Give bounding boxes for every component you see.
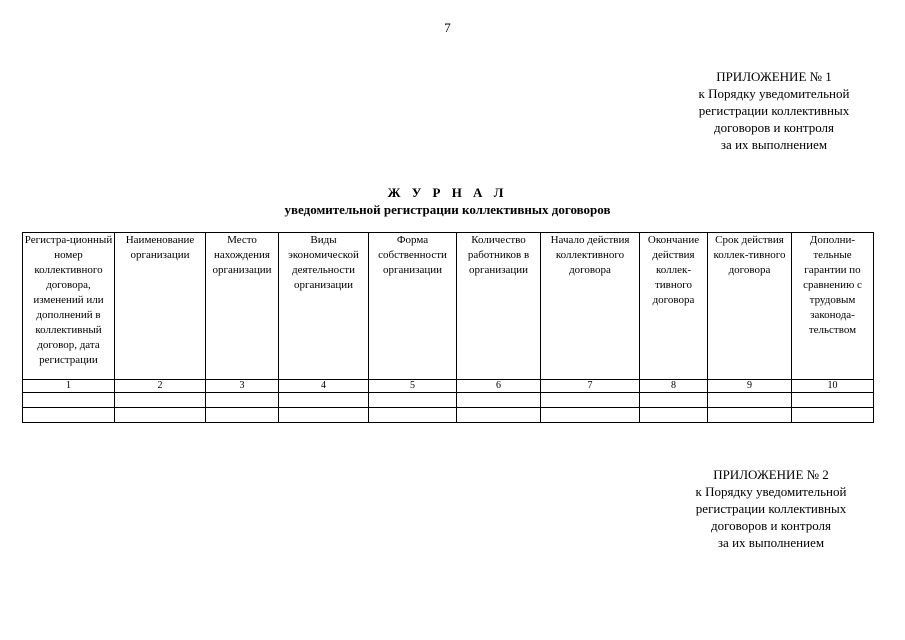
column-header: Регистра-ционный номер коллективного договора, изменений или дополнений в коллективный договор, дата регистрации: [23, 233, 115, 380]
column-header: Окончание действия коллек-тивного договора: [640, 233, 708, 380]
table-cell: [115, 408, 206, 423]
column-header: Место нахождения организации: [206, 233, 279, 380]
table-cell: [279, 393, 369, 408]
journal-title: Ж У Р Н А Л: [387, 185, 508, 200]
appendix-2-line: ПРИЛОЖЕНИЕ № 2: [713, 467, 829, 482]
table-cell: [115, 393, 206, 408]
registration-journal-table: [22, 232, 874, 423]
appendix-1-line: ПРИЛОЖЕНИЕ № 1: [716, 69, 832, 84]
appendix-1-line: регистрации коллективных: [698, 103, 850, 118]
table-cell: [279, 408, 369, 423]
appendix-1-line: договоров и контроля: [713, 120, 834, 135]
appendix-2-line: договоров и контроля: [710, 518, 831, 533]
column-number: 2: [115, 380, 206, 393]
column-header: Дополни-тельные гарантии по сравнению с трудовым законода-тельством: [792, 233, 874, 380]
table-cell: [23, 393, 115, 408]
table-row: [23, 393, 874, 408]
column-number: 8: [640, 380, 708, 393]
table-cell: [206, 408, 279, 423]
appendix-1-line: за их выполнением: [720, 137, 828, 152]
table-cell: [457, 393, 541, 408]
appendix-1-line: к Порядку уведомительной: [698, 86, 850, 101]
column-number: 6: [457, 380, 541, 393]
appendix-2-line: за их выполнением: [717, 535, 825, 550]
table-header-row: [23, 233, 874, 380]
column-header: Наименование организации: [115, 233, 206, 380]
journal-title-block: [200, 184, 695, 218]
column-number-row: [23, 380, 874, 393]
column-header: Начало действия коллективного договора: [541, 233, 640, 380]
table-cell: [541, 393, 640, 408]
column-number: 1: [23, 380, 115, 393]
column-number: 10: [792, 380, 874, 393]
table-cell: [792, 408, 874, 423]
appendix-2-heading: [680, 466, 862, 551]
column-header: Форма собственности организации: [369, 233, 457, 380]
table-cell: [457, 408, 541, 423]
column-number: 4: [279, 380, 369, 393]
table-cell: [541, 408, 640, 423]
table-cell: [792, 393, 874, 408]
column-header: Количество работников в организации: [457, 233, 541, 380]
column-number: 7: [541, 380, 640, 393]
table-cell: [708, 408, 792, 423]
table-cell: [206, 393, 279, 408]
appendix-1-heading: [683, 68, 865, 153]
column-header: Срок действия коллек-тивного договора: [708, 233, 792, 380]
table-cell: [708, 393, 792, 408]
table-cell: [640, 393, 708, 408]
appendix-2-line: регистрации коллективных: [695, 501, 847, 516]
journal-subtitle: уведомительной регистрации коллективных договоров: [284, 202, 611, 217]
table-cell: [369, 393, 457, 408]
column-header: Виды экономической деятельности организации: [279, 233, 369, 380]
table-cell: [23, 408, 115, 423]
table-cell: [369, 408, 457, 423]
column-number: 5: [369, 380, 457, 393]
appendix-2-line: к Порядку уведомительной: [695, 484, 847, 499]
column-number: 3: [206, 380, 279, 393]
table-cell: [640, 408, 708, 423]
page-number: 7: [444, 20, 451, 35]
column-number: 9: [708, 380, 792, 393]
table-row: [23, 408, 874, 423]
